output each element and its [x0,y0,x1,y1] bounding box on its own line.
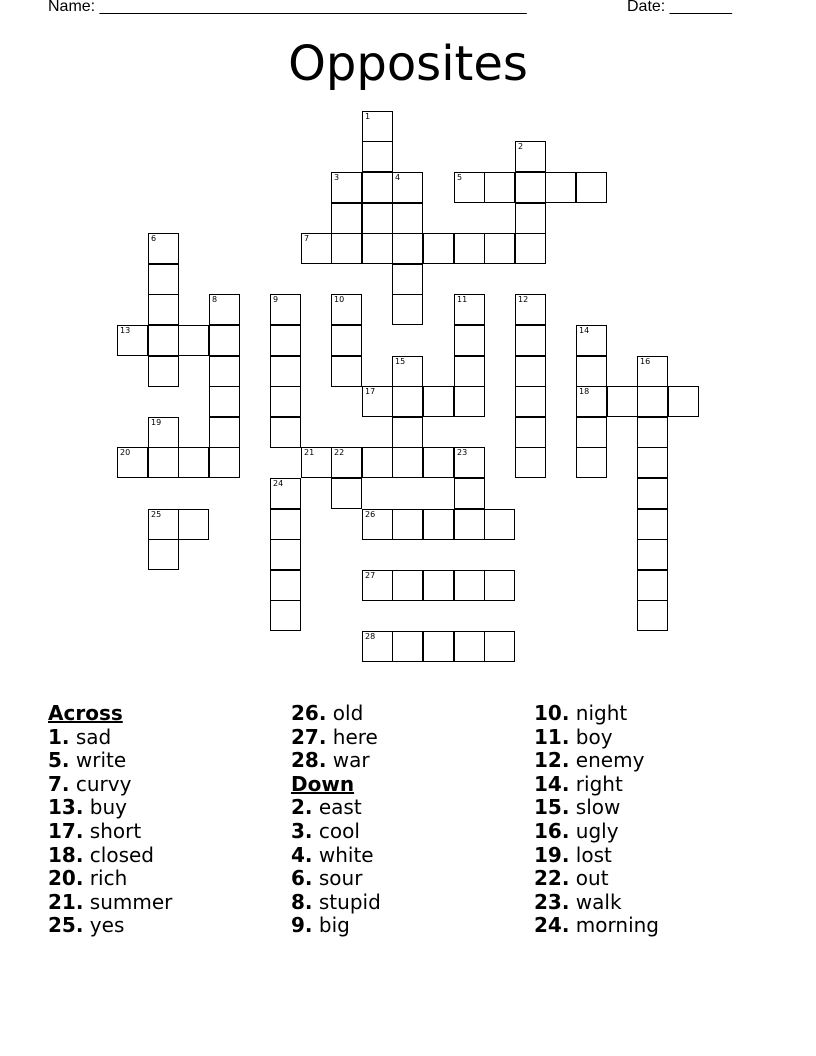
clue-number: 11 [457,295,468,304]
crossword-cell[interactable] [178,447,209,478]
crossword-cell[interactable] [423,509,454,540]
crossword-cell[interactable] [515,203,546,234]
clue-number: 4 [395,173,401,182]
clue-text: curvy [75,771,132,796]
clue-number: 28 [365,632,376,641]
crossword-cell[interactable] [331,478,362,509]
crossword-cell[interactable] [148,447,179,478]
clue-number: 22 [334,448,345,457]
clue-number: 10 [334,295,345,304]
clue-column-down [534,702,774,938]
clue-num: 12. [534,748,570,773]
down-heading: Down [291,771,355,796]
clue-number: 23 [457,448,468,457]
clue-item [48,914,288,938]
clue-num: 11. [534,724,570,749]
crossword-cell[interactable] [270,356,301,387]
clue-num: 18. [48,842,84,867]
crossword-cell[interactable] [392,570,423,601]
crossword-cell[interactable] [148,233,179,264]
crossword-cell[interactable] [117,447,148,478]
crossword-cell[interactable] [545,172,576,203]
clue-num: 8. [291,889,313,914]
crossword-cell[interactable] [392,447,423,478]
crossword-cell[interactable] [484,172,515,203]
crossword-cell[interactable] [515,356,546,387]
crossword-cell[interactable] [423,447,454,478]
crossword-cell[interactable] [331,203,362,234]
crossword-cell[interactable] [117,325,148,356]
crossword-cell[interactable] [392,631,423,662]
clue-text: slow [575,795,621,820]
clue-text: old [332,701,364,725]
clue-text: summer [89,889,173,914]
clue-text: white [318,842,374,867]
crossword-cell[interactable] [331,447,362,478]
clue-num: 2. [291,795,313,820]
crossword-cell[interactable] [270,417,301,448]
crossword-cell[interactable] [362,111,393,142]
crossword-cell[interactable] [270,386,301,417]
clue-number: 3 [334,173,340,182]
clue-number: 16 [640,357,651,366]
crossword-cell[interactable] [209,447,240,478]
crossword-cell[interactable] [454,631,485,662]
clue-number: 17 [365,387,376,396]
clue-text: write [75,748,127,773]
clue-item [534,749,774,773]
clue-text: boy [575,724,613,749]
crossword-cell[interactable] [515,172,546,203]
crossword-cell[interactable] [148,264,179,295]
crossword-cell[interactable] [637,417,668,448]
clue-number: 1 [365,112,371,121]
clue-num: 22. [534,866,570,891]
crossword-cell[interactable] [576,447,607,478]
crossword-cell[interactable] [148,539,179,570]
clue-number: 2 [518,142,524,151]
clue-number: 5 [457,173,463,182]
crossword-cell[interactable] [331,172,362,203]
crossword-cell[interactable] [423,386,454,417]
crossword-cell[interactable] [270,570,301,601]
clue-text: war [332,748,370,773]
clue-number: 25 [151,510,162,519]
clue-number: 6 [151,234,157,243]
clue-number: 13 [120,326,131,335]
clue-item [291,702,531,726]
clue-item [534,773,774,797]
crossword-cell[interactable] [362,386,393,417]
clue-num: 17. [48,818,84,843]
clue-item [291,726,531,750]
crossword-cell[interactable] [423,233,454,264]
crossword-cell[interactable] [270,325,301,356]
clue-num: 23. [534,889,570,914]
clue-number: 8 [212,295,218,304]
crossword-cell[interactable] [484,509,515,540]
clue-number: 18 [579,387,590,396]
clue-item [534,844,774,868]
crossword-cell[interactable] [209,325,240,356]
clue-number: 26 [365,510,376,519]
crossword-cell[interactable] [576,386,607,417]
clue-item [291,796,531,820]
clue-text: here [332,724,378,749]
crossword-cell[interactable] [301,447,332,478]
clue-number: 15 [395,357,406,366]
clue-number: 20 [120,448,131,457]
crossword-cell[interactable] [454,447,485,478]
crossword-cell[interactable] [576,417,607,448]
clue-num: 19. [534,842,570,867]
crossword-cell[interactable] [454,478,485,509]
clue-item [291,867,531,891]
page-title: Opposites [288,36,528,92]
crossword-cell[interactable] [515,386,546,417]
clue-text: walk [575,889,622,914]
crossword-cell[interactable] [637,509,668,540]
clue-num: 25. [48,913,84,938]
crossword-cell[interactable] [362,172,393,203]
crossword-cell[interactable] [270,600,301,631]
crossword-cell[interactable] [423,631,454,662]
clue-text: buy [89,795,128,820]
crossword-cell[interactable] [392,509,423,540]
crossword-cell[interactable] [454,294,485,325]
clue-text: out [575,866,609,891]
crossword-cell[interactable] [178,325,209,356]
clue-item [48,867,288,891]
clue-number: 27 [365,571,376,580]
clue-text: enemy [575,748,645,773]
clue-text: closed [89,842,155,867]
clue-item [291,891,531,915]
crossword-cell[interactable] [454,325,485,356]
crossword-cell[interactable] [515,447,546,478]
clue-item [534,867,774,891]
clue-item [48,749,288,773]
clue-num: 4. [291,842,313,867]
clue-text: right [575,771,623,796]
clue-number: 24 [273,479,284,488]
date-field[interactable]: Date: _______ [627,0,732,15]
clue-number: 9 [273,295,279,304]
crossword-cell[interactable] [178,509,209,540]
crossword-cell[interactable] [148,417,179,448]
clue-num: 5. [48,748,70,773]
crossword-cell[interactable] [576,356,607,387]
clue-item [534,796,774,820]
crossword-cell[interactable] [515,233,546,264]
clue-item [534,914,774,938]
crossword-cell[interactable] [392,294,423,325]
crossword-cell[interactable] [392,386,423,417]
crossword-cell[interactable] [331,325,362,356]
crossword-cell[interactable] [392,356,423,387]
crossword-cell[interactable] [392,233,423,264]
crossword-cell[interactable] [270,539,301,570]
crossword-cell[interactable] [515,294,546,325]
crossword-cell[interactable] [576,172,607,203]
clue-number: 19 [151,418,162,427]
crossword-cell[interactable] [362,509,393,540]
crossword-cell[interactable] [270,509,301,540]
crossword-cell[interactable] [209,386,240,417]
clue-text: east [318,795,362,820]
crossword-cell[interactable] [576,325,607,356]
clue-text: big [318,913,350,938]
crossword-cell[interactable] [362,631,393,662]
crossword-cell[interactable] [331,294,362,325]
crossword-cell[interactable] [270,294,301,325]
clue-num: 10. [534,701,570,725]
crossword-cell[interactable] [362,447,393,478]
clue-item [291,820,531,844]
across-heading: Across [48,701,123,725]
clue-text: ugly [575,818,619,843]
clue-item [48,773,288,797]
clue-item [534,820,774,844]
crossword-cell[interactable] [607,386,638,417]
clue-text: short [89,818,142,843]
clue-item [534,702,774,726]
crossword-cell[interactable] [454,233,485,264]
crossword-cell[interactable] [637,478,668,509]
clue-item [534,726,774,750]
crossword-cell[interactable] [392,203,423,234]
clue-num: 27. [291,724,327,749]
clue-text: cool [318,818,360,843]
crossword-cell[interactable] [209,356,240,387]
crossword-cell[interactable] [362,203,393,234]
clue-num: 13. [48,795,84,820]
clue-num: 6. [291,866,313,891]
clue-num: 26. [291,701,327,725]
clue-item [48,844,288,868]
clue-num: 16. [534,818,570,843]
crossword-cell[interactable] [637,447,668,478]
crossword-cell[interactable] [637,386,668,417]
crossword-cell[interactable] [392,264,423,295]
clue-text: night [575,701,628,725]
clue-number: 21 [304,448,315,457]
crossword-cell[interactable] [668,386,699,417]
crossword-cell[interactable] [331,356,362,387]
crossword-cell[interactable] [148,294,179,325]
crossword-cell[interactable] [392,172,423,203]
crossword-cell[interactable] [362,233,393,264]
crossword-cell[interactable] [148,325,179,356]
crossword-cell[interactable] [301,233,332,264]
crossword-cell[interactable] [454,386,485,417]
crossword-cell[interactable] [454,570,485,601]
clue-item [534,891,774,915]
clue-num: 24. [534,913,570,938]
crossword-cell[interactable] [637,600,668,631]
crossword-cell[interactable] [362,141,393,172]
clue-column-middle [291,702,531,938]
crossword-cell[interactable] [209,417,240,448]
crossword-cell[interactable] [484,570,515,601]
crossword-cell[interactable] [484,233,515,264]
clue-item [48,796,288,820]
clue-num: 15. [534,795,570,820]
crossword-cell[interactable] [637,570,668,601]
clue-text: morning [575,913,659,938]
clue-number: 7 [304,234,310,243]
crossword-cell[interactable] [148,356,179,387]
clue-item [48,891,288,915]
crossword-cell[interactable] [515,141,546,172]
clue-num: 14. [534,771,570,796]
clue-num: 28. [291,748,327,773]
crossword-cell[interactable] [270,478,301,509]
crossword-cell[interactable] [515,325,546,356]
crossword-cell[interactable] [148,509,179,540]
clue-num: 3. [291,818,313,843]
crossword-cell[interactable] [637,356,668,387]
clue-item [291,914,531,938]
clue-text: yes [89,913,125,938]
clue-text: sour [318,866,363,891]
clue-item [291,749,531,773]
crossword-cell[interactable] [637,539,668,570]
crossword-cell[interactable] [209,294,240,325]
crossword-cell[interactable] [515,417,546,448]
clue-text: sad [75,724,112,749]
crossword-cell[interactable] [454,356,485,387]
clue-num: 7. [48,771,70,796]
clue-item [48,820,288,844]
crossword-cell[interactable] [331,233,362,264]
crossword-cell[interactable] [423,570,454,601]
clue-column-across [48,702,288,938]
crossword-cell[interactable] [392,417,423,448]
name-field[interactable]: Name: ________________________________________________ [48,0,527,15]
clue-text: stupid [318,889,381,914]
clue-num: 20. [48,866,84,891]
clue-item [48,726,288,750]
clue-text: lost [575,842,612,867]
crossword-cell[interactable] [362,570,393,601]
crossword-cell[interactable] [454,172,485,203]
clue-number: 14 [579,326,590,335]
clue-text: rich [89,866,128,891]
clue-num: 9. [291,913,313,938]
clue-num: 21. [48,889,84,914]
clue-number: 12 [518,295,529,304]
crossword-cell[interactable] [484,631,515,662]
clue-item [291,844,531,868]
crossword-cell[interactable] [454,509,485,540]
clue-num: 1. [48,724,70,749]
